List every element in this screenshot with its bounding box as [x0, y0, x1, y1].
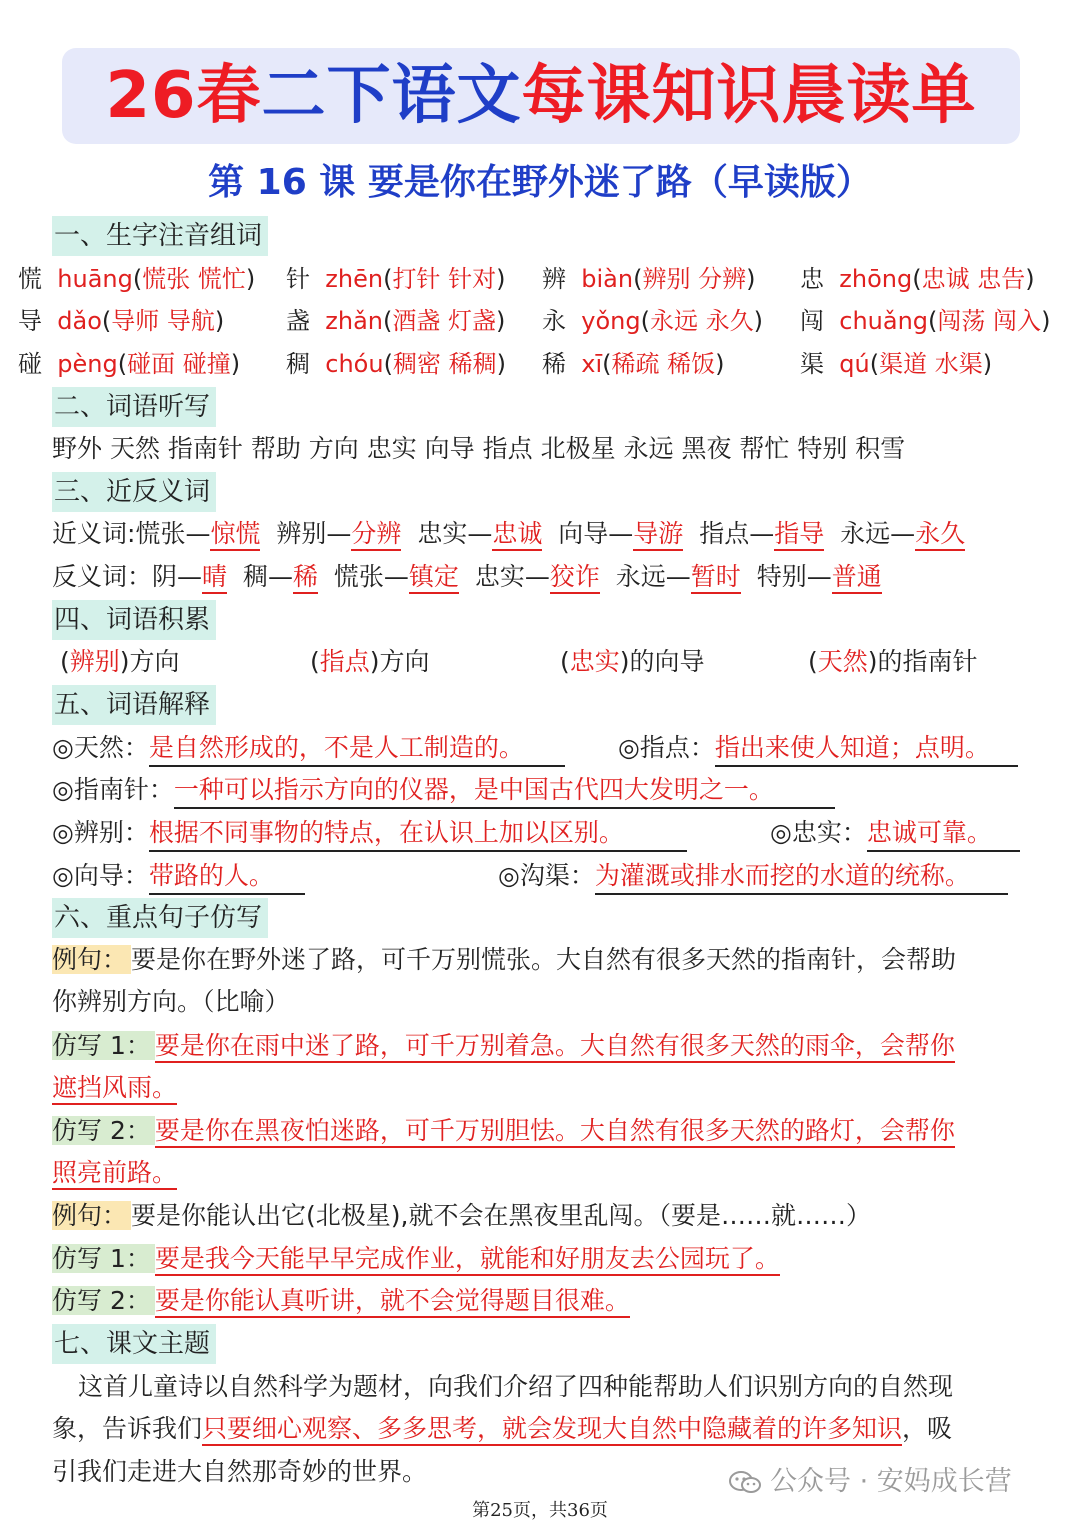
imitation-2: 仿写 2： 要是你在黑夜怕迷路，可千万别胆怯。大自然有很多天然的路灯，会帮你	[52, 1111, 955, 1151]
character-entry: 永 yǒng(永远 永久)	[542, 307, 763, 335]
section-heading-5: 五、词语解释	[52, 685, 216, 725]
imitation-3: 仿写 1： 要是我今天能早早完成作业，就能和好朋友去公园玩了。	[52, 1239, 780, 1279]
dictation-words: 野外 天然 指南针 帮助 方向 忠实 向导 指点 北极星 永远 黑夜 帮忙 特别 积雪	[52, 434, 906, 463]
character-entry: 针 zhēn(打针 针对)	[286, 265, 506, 293]
character-entry: 导 dǎo(导师 导航)	[18, 307, 225, 335]
section-heading-3: 三、近反义词	[52, 472, 216, 512]
character-entry: 稠 chóu(稠密 稀稠)	[286, 350, 506, 378]
imitation-1: 仿写 1： 要是你在雨中迷了路，可千万别着急。大自然有很多天然的雨伞，会帮你	[52, 1026, 955, 1066]
section-heading-6: 六、重点句子仿写	[52, 898, 268, 938]
theme-line-1: 这首儿童诗以自然科学为题材，向我们介绍了四种能帮助人们识别方向的自然现	[78, 1372, 954, 1401]
imitation-1-cont: 遮挡风雨。	[52, 1068, 177, 1108]
explanation-item: ◎辨别：根据不同事物的特点，在认识上加以区别。	[52, 813, 687, 853]
page-title: 26春二下语文每课知识晨读单	[105, 59, 977, 133]
phrase-item: (天然)的指南针	[808, 647, 978, 676]
phrase-item: (指点)方向	[310, 647, 430, 676]
phrase-item: (辨别)方向	[60, 647, 180, 676]
character-entry: 盏 zhǎn(酒盏 灯盏)	[286, 307, 506, 335]
section-heading-4: 四、词语积累	[52, 600, 216, 640]
title-banner	[62, 48, 1020, 144]
example-sentence-1-cont: 你辨别方向。（比喻）	[52, 987, 290, 1016]
explanation-item: ◎向导：带路的人。	[52, 856, 305, 896]
character-entry: 碰 pèng(碰面 碰撞)	[18, 350, 241, 378]
explanation-item: ◎忠实：忠诚可靠。	[770, 813, 1020, 853]
explanation-item: ◎指点：指出来使人知道；点明。	[618, 728, 1018, 768]
example-sentence-2: 例句： 要是你能认出它(北极星),就不会在黑夜里乱闯。（要是……就……）	[52, 1201, 871, 1230]
section-heading-2: 二、词语听写	[52, 387, 216, 427]
character-entry: 渠 qú(渠道 水渠)	[800, 350, 993, 378]
theme-line-2: 象，告诉我们只要细心观察、多多思考，就会发现大自然中隐藏着的许多知识，吸	[52, 1408, 1042, 1450]
section-heading-1: 一、生字注音组词	[52, 216, 268, 256]
example-sentence-1: 例句： 要是你在野外迷了路，可千万别慌张。大自然有很多天然的指南针，会帮助	[52, 945, 957, 974]
phrase-item: (忠实)的向导	[560, 647, 705, 676]
character-entry: 闯 chuǎng(闯荡 闯入)	[800, 307, 1051, 335]
lesson-subtitle: 第 16 课 要是你在野外迷了路（早读版）	[208, 162, 872, 203]
character-entry: 慌 huāng(慌张 慌忙)	[18, 265, 256, 293]
antonyms-line: 反义词：阴—晴 稠—稀 慌张—镇定 忠实—狡诈 永远—暂时 特别—普通	[52, 557, 898, 597]
character-entry: 忠 zhōng(忠诚 忠告)	[800, 265, 1035, 293]
theme-line-3: 引我们走进大自然那奇妙的世界。	[52, 1457, 428, 1486]
watermark: 公众号 · 安妈成长营	[728, 1462, 1012, 1502]
section-heading-7: 七、课文主题	[52, 1324, 216, 1364]
wechat-icon	[728, 1470, 762, 1494]
page-footer: 第25页，共36页	[472, 1500, 608, 1521]
explanation-item: ◎沟渠：为灌溉或排水而挖的水道的统称。	[498, 856, 1008, 896]
imitation-4: 仿写 2： 要是你能认真听讲，就不会觉得题目很难。	[52, 1281, 630, 1321]
imitation-2-cont: 照亮前路。	[52, 1153, 177, 1193]
synonyms-line: 近义词:慌张—惊慌 辨别—分辨 忠实—忠诚 向导—导游 指点—指导 永远—永久	[52, 514, 981, 554]
character-entry: 稀 xī(稀疏 稀饭)	[542, 350, 725, 378]
explanation-item: ◎指南针：一种可以指示方向的仪器，是中国古代四大发明之一。	[52, 770, 835, 810]
explanation-item: ◎天然：是自然形成的，不是人工制造的。	[52, 728, 565, 768]
character-entry: 辨 biàn(辨别 分辨)	[542, 265, 756, 293]
